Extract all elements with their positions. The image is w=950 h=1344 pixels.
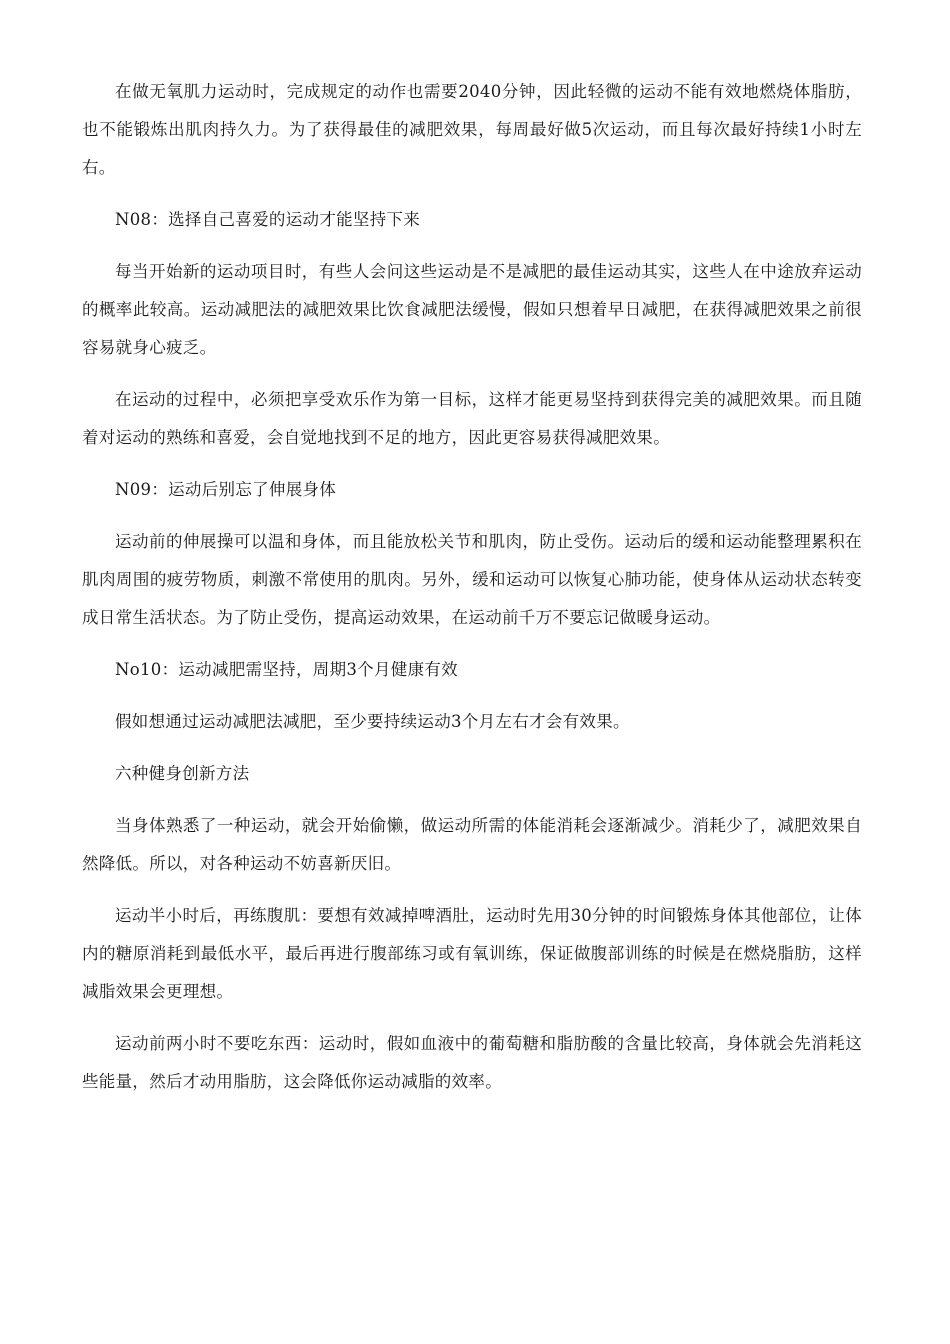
paragraph: 运动前两小时不要吃东西：运动时，假如血液中的葡萄糖和脂肪酸的含量比较高，身体就会先消耗这些能量，然后才动用脂肪，这会降低你运动减脂的效率。 (82, 1034, 862, 1091)
document-body (82, 73, 862, 1115)
paragraph: 运动半小时后，再练腹肌：要想有效减掉啤酒肚，运动时先用30分钟的时间锻炼身体其他部位，让体内的糖原消耗到最低水平，最后再进行腹部练习或有氧训练，保证做腹部训练的时候是在燃烧脂肪，这样减脂效果会更理想。 (82, 906, 862, 1001)
paragraph: 每当开始新的运动项目时，有些人会问这些运动是不是减肥的最佳运动其实，这些人在中途放弃运动的概率此较高。运动减肥法的减肥效果比饮食减肥法缓慢，假如只想着早日减肥，在获得减肥效果之前很容易就身心疲乏。 (82, 262, 862, 357)
paragraph: 当身体熟悉了一种运动，就会开始偷懒，做运动所需的体能消耗会逐渐减少。消耗少了，减肥效果自然降低。所以，对各种运动不妨喜新厌旧。 (82, 816, 862, 873)
paragraph: 运动前的伸展操可以温和身体，而且能放松关节和肌肉，防止受伤。运动后的缓和运动能整理累积在肌肉周围的疲劳物质，刺激不常使用的肌肉。另外，缓和运动可以恢复心肺功能，使身体从运动状态转变成日常生活状态。为了防止受伤，提高运动效果，在运动前千万不要忘记做暖身运动。 (82, 532, 862, 627)
section-heading-no10: No10：运动减肥需坚持，周期3个月健康有效 (115, 660, 458, 679)
paragraph: 在做无氧肌力运动时，完成规定的动作也需要2040分钟，因此轻微的运动不能有效地燃烧体脂肪，也不能锻炼出肌肉持久力。为了获得最佳的减肥效果，每周最好做5次运动，而且每次最好持续1小时左右。 (82, 82, 862, 177)
paragraph: 在运动的过程中，必须把享受欢乐作为第一目标，这样才能更易坚持到获得完美的减肥效果。而且随着对运动的熟练和喜爱，会自觉地找到不足的地方，因此更容易获得减肥效果。 (82, 390, 862, 447)
section-heading-fitness-methods: 六种健身创新方法 (115, 764, 250, 783)
section-heading-n09: N09：运动后别忘了伸展身体 (115, 480, 337, 499)
paragraph: 假如想通过运动减肥法减肥，至少要持续运动3个月左右才会有效果。 (115, 712, 630, 731)
section-heading-n08: N08：选择自己喜爱的运动才能坚持下来 (115, 210, 421, 229)
